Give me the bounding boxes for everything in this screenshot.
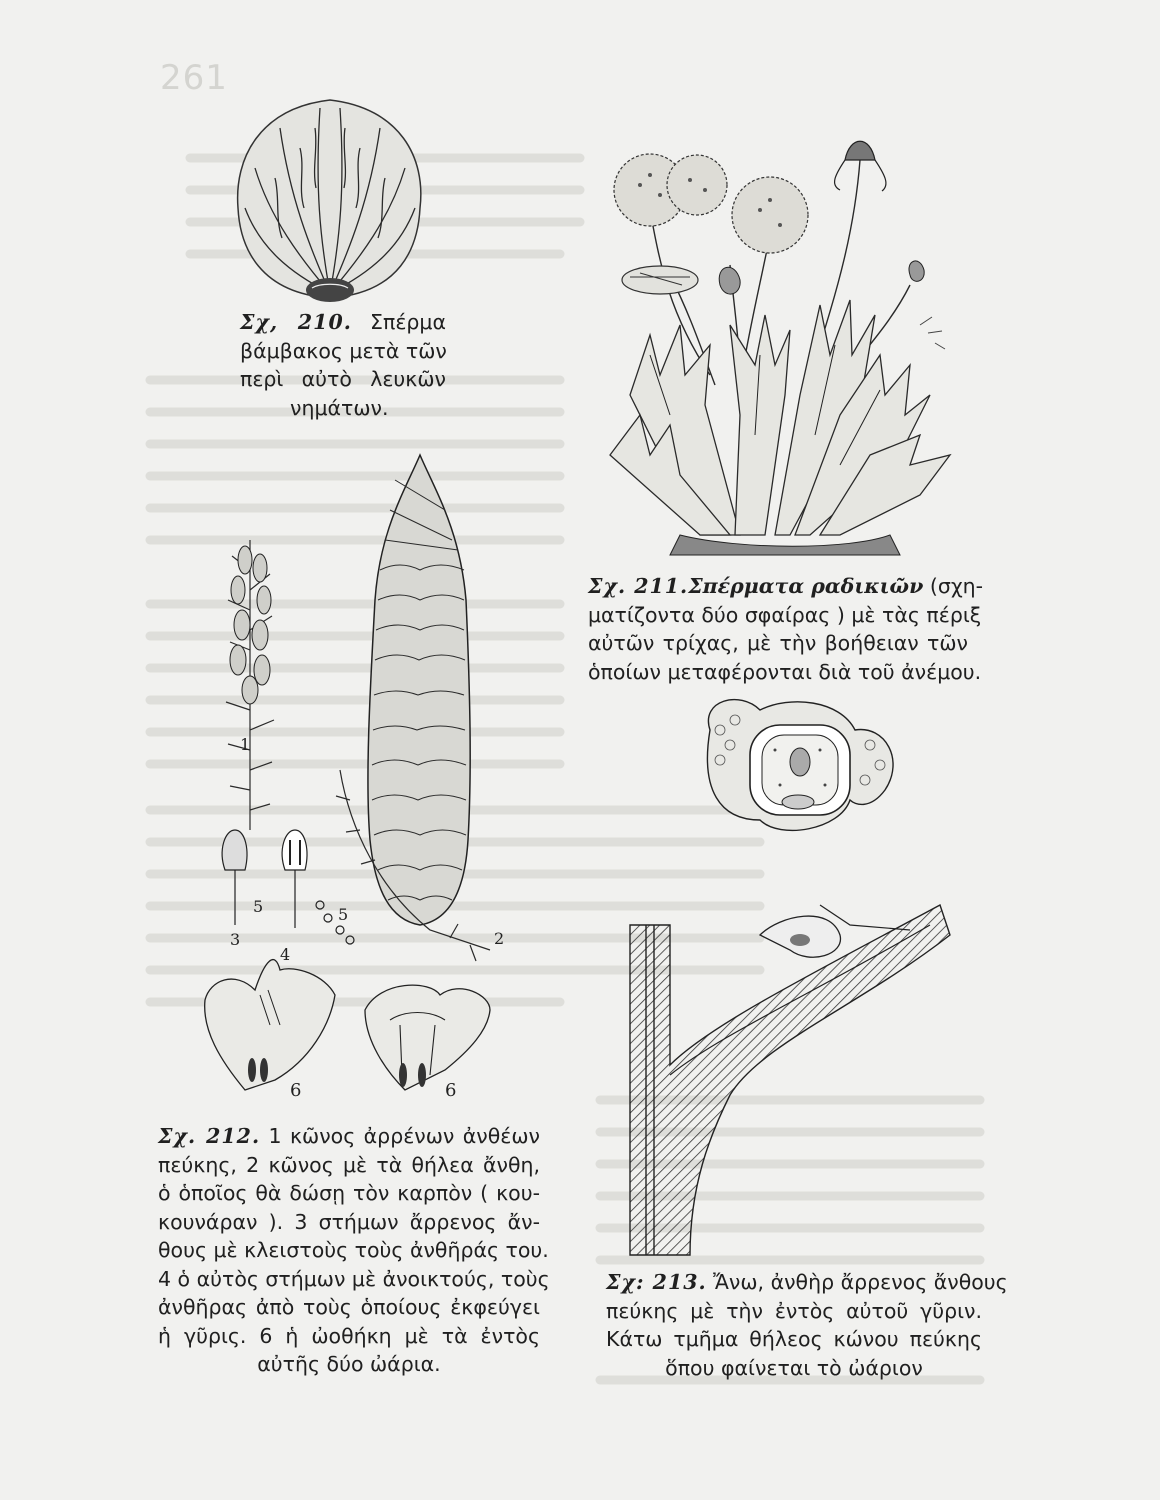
part-number-3: 3 — [230, 930, 241, 949]
fig-211-title: Σπέρματα ραδικιῶν — [688, 574, 924, 598]
dandelion-plant-illustration — [590, 115, 970, 560]
part-number-5b: 5 — [338, 905, 349, 924]
caption-fig-211: Σχ. 211.Σπέρματα ραδικιῶν (σχη- ματίζοντα δύο σφαίρας ) μὲ τὰς πέριξ αὐτῶν τρίχας, μὲ τὴν βοήθειαν τῶν ὁποίων μεταφέρονται διὰ τοῦ ἀνέμου. — [588, 574, 984, 684]
part-number-5a: 5 — [253, 897, 264, 916]
caption-fig-210: Σχ, 210. Σπέρμα βάμβακος μετὰ τῶν περὶ αὐτὸ λευκῶν νημάτων. — [240, 310, 447, 420]
fig-210-label: Σχ, 210. — [240, 310, 352, 334]
fig-211-label: Σχ. 211. — [588, 574, 689, 598]
fig-212-label: Σχ. 212. — [158, 1124, 261, 1148]
part-number-2: 2 — [494, 929, 505, 948]
fig-213-label: Σχ: 213. — [606, 1270, 707, 1294]
bleed-page-number: 261 — [160, 58, 228, 98]
part-number-6a: 6 — [290, 1080, 302, 1101]
part-number-6b: 6 — [445, 1080, 457, 1101]
caption-fig-213: Σχ: 213. Ἄνω, ἀνθὴρ ἄρρενος ἄνθους πεύκης μὲ τὴν ἐντὸς αὐτοῦ γῦριν. Κάτω τμῆμα θήλεος κώνου πεύκης ὅπου φαίνεται τὸ ὠάριον — [606, 1270, 1008, 1380]
ovule-section-illustration — [610, 895, 970, 1265]
part-number-1: 1 — [240, 735, 251, 754]
cotton-seed-illustration — [220, 88, 440, 310]
pollen-grain-illustration — [690, 690, 910, 840]
caption-fig-212: Σχ. 212. 1 κῶνος ἀρρένων ἀνθέων πεύκης, 2 κῶνος μὲ τὰ θήλεα ἄνθη, ὁ ὁποῖος θὰ δώσῃ τὸν καρπὸν ( κου- κουνάραν ). 3 στήμων ἄρρενος ἄν- θους μὲ κλειστοὺς τοὺς ἀνθῆράς του. 4 ὁ αὐτὸς στήμων μὲ ἀνοικτούς, τοὺς ἀνθῆρας ἀπὸ τοὺς ὁποίους ἐκφεύγει ἡ γῦρις. 6 ἡ ὠοθήκη μὲ τὰ ἐντὸς αὐτῆς δύο ὠάρια. — [158, 1124, 550, 1376]
part-number-4: 4 — [280, 945, 291, 964]
pine-cones-illustration — [190, 450, 530, 1110]
